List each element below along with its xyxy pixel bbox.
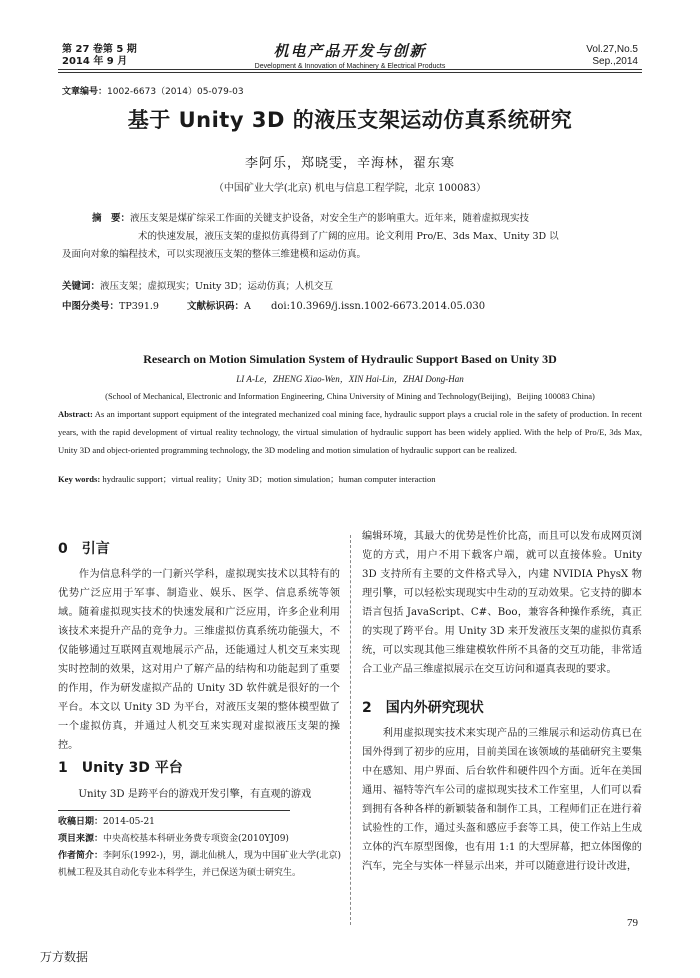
doi: doi:10.3969/j.issn.1002-6673.2014.05.030: [270, 301, 486, 312]
footnote-author: [58, 848, 348, 882]
section-2-paragraph: 利用虚拟现实技术来实现产品的三维展示和运动仿真已在国外得到了初步的应用，目前美国在该领域的基础研究主要集中在感知、用户界面、后台软件和硬件四个方面。近年在美国通用、福特等汽车公司的虚拟现实技术工作室里，人们可以看到拥有各种各样的新颖装备和制作工具，工程师们正在进行着试验性的工作，通过头盔和感应手套等工具，使工作站上生成立体的汽车原型图像，也有用 1:1 的大型屏幕，把立体图像的汽车，完全与实体一样显示出来，并可以随意进行设计改进，: [362, 728, 642, 872]
author-bio-value: 李阿乐(1992-)，男，湖北仙桃人，现为中国矿业大学(北京)机械工程及其自动化专业本科学生，并已保送为硕士研究生。: [58, 851, 342, 878]
keywords-en: [58, 473, 436, 485]
footnote-received: [58, 814, 348, 831]
column-divider: [350, 535, 351, 925]
authors-zh: 李阿乐，郑晓雯，辛海林，翟东寒: [244, 156, 455, 171]
affiliation-zh: （中国矿业大学(北京) 机电与信息工程学院，北京 100083）: [213, 183, 487, 194]
journal-title-en: Development & Innovation of Machinery & Electrical Products: [254, 63, 446, 70]
abstract-zh-line-3: 及面向对象的编程技术，可以实现液压支架的整体三维建模和运动仿真。: [62, 249, 367, 260]
keywords-en-label: Key words:: [58, 474, 101, 484]
keywords-zh: [62, 278, 333, 292]
header-journal: [200, 40, 500, 70]
section-0-paragraph: 作为信息科学的一门新兴学科，虚拟现实技术以其特有的优势广泛应用于军事、制造业、娱乐、医学、信息系统等领域。随着虚拟现实技术的快速发展和广泛应用，许多企业利用该技术来提升产品的竞争力。三维虚拟仿真系统功能强大，不仅能够通过互联网直观地展示产品，还能通过人机交互来实现实时控制的效果，这对用户了解产品的结构和功能起到了重要的作用，作为研发虚拟产品的 Unity 3D 软件就是很好的一个平台。本文以 Unity 3D 为平台，对液压支架的整体模型做了一个虚拟仿真，并通过人机交互来实现对虚拟液压支架的操控。: [58, 569, 340, 751]
section-0-heading: 0 引言: [58, 541, 110, 557]
footnote-fund: [58, 831, 348, 848]
keywords-zh-value: 液压支架；虚拟现实；Unity 3D；运动仿真；人机交互: [100, 281, 334, 292]
received-value: 2014-05-21: [103, 817, 155, 827]
fund-label: 项目来源：: [58, 834, 104, 844]
classification-line: [62, 298, 485, 312]
section-1-paragraph: Unity 3D 是跨平台的游戏开发引擎，有直观的游戏: [58, 789, 312, 800]
doc-code-value: A: [244, 301, 251, 312]
header-date-zh: 2014 年 9 月: [62, 56, 128, 67]
abstract-zh: [62, 210, 630, 264]
section-1-body: [58, 785, 340, 804]
clc-label: 中图分类号：: [62, 301, 120, 312]
abstract-en: [58, 405, 642, 459]
section-0-body: [58, 565, 340, 755]
page-number: 79: [627, 917, 638, 929]
clc-value: TP391.9: [119, 301, 159, 312]
keywords-en-value: hydraulic support；virtual reality；Unity 3D；motion simulation；human computer interaction: [102, 474, 436, 484]
header-rule-bottom: [58, 72, 642, 73]
abstract-zh-label: 摘 要：: [92, 213, 131, 224]
paper-title-en: Research on Motion Simulation System of Hydraulic Support Based on Unity 3D: [143, 352, 557, 366]
fund-value: 中央高校基本科研业务费专项资金(2010YJ09): [103, 834, 289, 844]
header-vol-zh: 第 27 卷第 5 期: [62, 44, 137, 55]
abstract-en-text: As an important support equipment of the integrated mechanized coal mining face, hydraulic support plays a crucial role in the safety of production. In recent years, with the rapid development of virtual reality technology, the virtual simulation of hydraulic support has been widely applied. With the help of Pro/E, 3ds Max, Unity 3D and object-oriented programming technology, the 3D modeling and motion simulation of hydraulic support can be realized.: [58, 409, 642, 455]
article-number-value: 1002-6673（2014）05-079-03: [107, 87, 244, 97]
abstract-zh-line-2: 术的快速发展，液压支架的虚拟仿真得到了广阔的应用。论文利用 Pro/E、3ds Max、Unity 3D 以: [138, 231, 559, 242]
watermark: 万方数据: [40, 950, 89, 964]
received-label: 收稿日期：: [58, 817, 104, 827]
keywords-zh-label: 关键词：: [62, 281, 101, 292]
header-volume-en: [586, 44, 638, 68]
header-date-en: Sep.,2014: [592, 56, 638, 67]
journal-title-zh: 机电产品开发与创新: [273, 42, 427, 60]
footnote-rule: [58, 810, 290, 811]
section-1-heading: 1 Unity 3D 平台: [58, 760, 183, 776]
header-vol-en: Vol.27,No.5: [586, 44, 638, 55]
abstract-zh-line-1: 液压支架是煤矿综采工作面的关键支护设备，对安全生产的影响重大。近年来，随着虚拟现实技: [130, 213, 530, 224]
article-number: [62, 84, 244, 97]
header-volume-zh: [62, 44, 137, 68]
section-2-heading: 2 国内外研究现状: [362, 700, 484, 716]
abstract-en-label: Abstract:: [58, 409, 93, 419]
article-number-label: 文章编号：: [62, 87, 108, 97]
right-column-intro: [362, 527, 642, 679]
affiliation-en: (School of Mechanical, Electronic and Information Engineering, China University of Mining and Technology(Beijing)，Beijing 100083 China): [105, 391, 595, 401]
authors-en: LI A-Le，ZHENG Xiao-Wen，XIN Hai-Lin，ZHAI Dong-Han: [236, 374, 464, 384]
paper-title-zh: 基于 Unity 3D 的液压支架运动仿真系统研究: [127, 108, 573, 132]
doc-code-label: 文献标识码：: [187, 301, 245, 312]
section-2-body: [362, 724, 642, 876]
right-column-paragraph-1: 编辑环境，其最大的优势是性价比高，而且可以发布成网页浏览的方式，用户不用下载客户端，就可以直接体验。Unity 3D 支持所有主要的文件格式导入，内建 NVIDIA PhysX 物理引擎，可以轻松实现现实中生动的互动效果。它支持的脚本语言包括 JavaScript、C#、Boo，兼容各种操作系统，真正的实现了跨平台。用 Unity 3D 来开发液压支架的虚拟仿真系统，可以实现其他三维建模软件所不具备的交互功能，非常适合工业产品三维虚拟展示在交互访问和逼真表现的要求。: [362, 531, 642, 675]
author-bio-label: 作者简介：: [58, 851, 104, 861]
header-rule-top: [58, 69, 642, 70]
